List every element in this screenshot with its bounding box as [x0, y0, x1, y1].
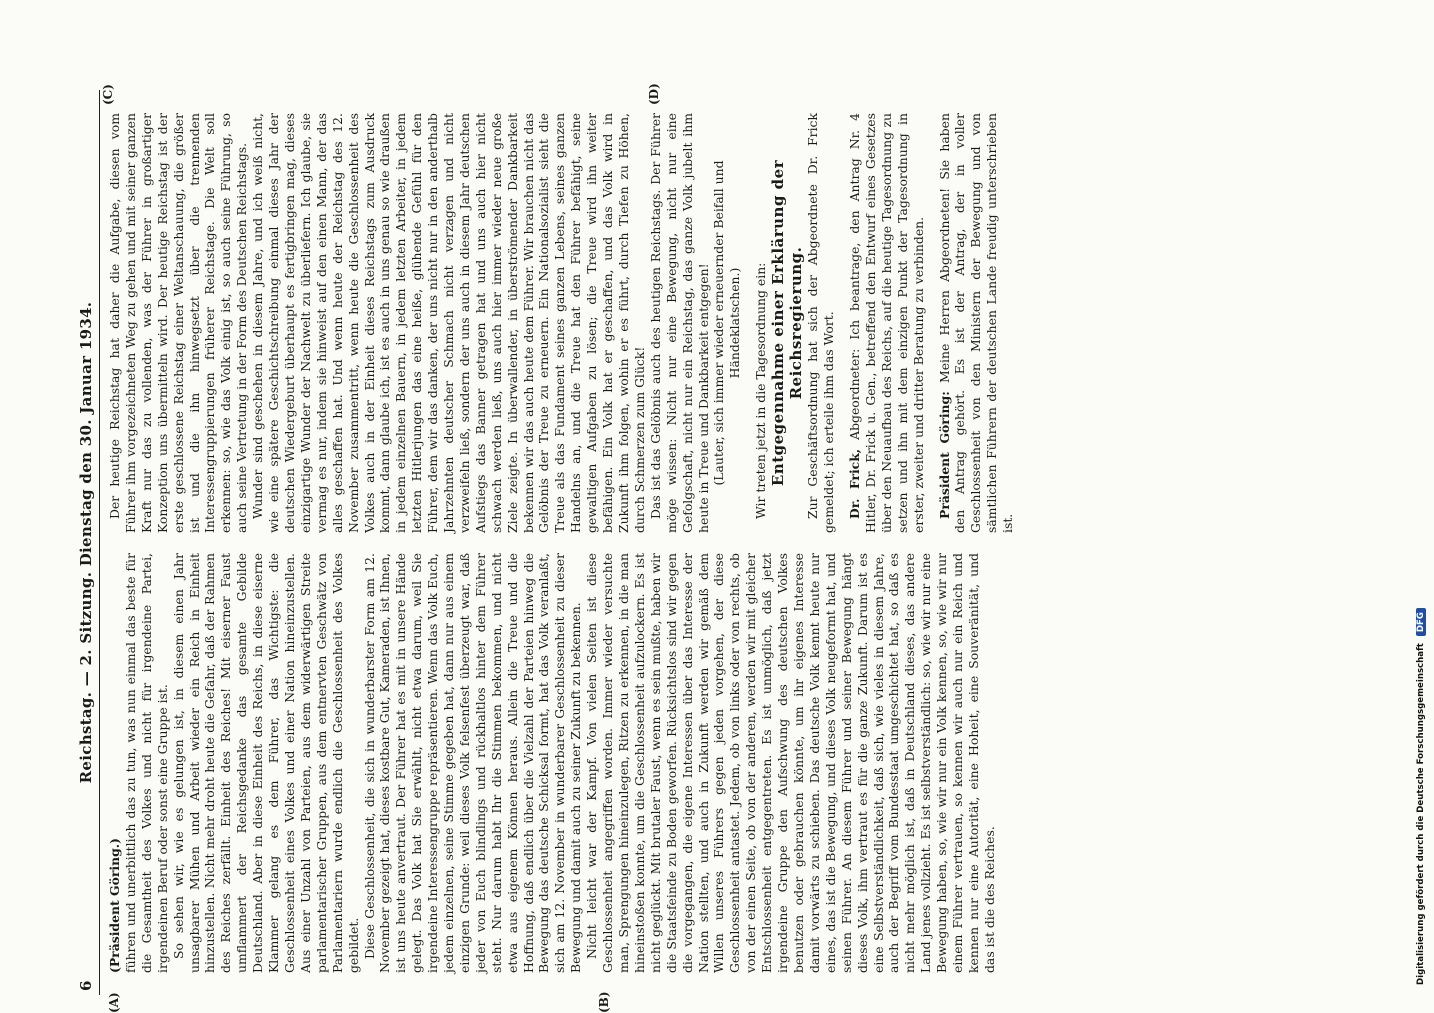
speech-president: [937, 113, 1017, 533]
right-column: [107, 113, 1016, 533]
speech-frick: [847, 113, 927, 533]
page-number: 6: [79, 981, 95, 991]
section-heading: Entgegennahme einer Erklärung der Reichsregierung.: [769, 113, 805, 533]
page-header: [77, 90, 100, 995]
rotated-document-page: [77, 90, 1287, 995]
dfg-logo: DFG: [1416, 608, 1426, 636]
speech-text: Abgeordneter: Ich beantrage, den Antrag Nr. 4 Hitler, Dr. Frick u. Gen., betreffend den Entwurf eines Gesetzes über den Neuaufbau des Reichs, auf die heutige Tagesordnung zu setzen und ihn mit dem einzigen Punkt der Tagesordnung in erster, zweiter und dritter Beratung zu verbinden.: [847, 113, 926, 533]
page-title: Reichstag. — 2. Sitzung. Dienstag den 30. Januar 1934.: [79, 90, 95, 995]
speaker-label: (Präsident Göring.): [107, 553, 123, 973]
margin-marker-b: (B): [597, 992, 613, 1013]
funding-note-text: Digitalisierung gefördert durch die Deutsche Forschungsgemeinschaft: [1416, 643, 1426, 985]
paragraph: Zur Geschäftsordnung hat sich der Abgeordnete Dr. Frick gemeldet; ich erteile ihm das Wort.: [805, 113, 837, 533]
margin-marker-a: (A): [107, 992, 123, 1013]
speaker-name-frick: Dr. Frick,: [847, 449, 862, 519]
paragraph: Der heutige Reichstag hat daher die Aufgabe, diesen vom Führer ihm vorgezeichneten Weg zu gehen und mit seiner ganzen Kraft nur das zu vollenden, was der Führer in großartiger Konzeption uns übermitteln wird. Der heutige Reichstag ist der erste geschlossene Reichstag einer Weltanschauung, die größer ist und die ihn hinwegsetzt über die trennenden Interessengruppierungen früherer Reichstage. Die Welt soll erkennen: so, wie das Volk einig ist, so auch seine Führung, so auch seine Vertretung in der Form des Deutschen Reichstags.: [107, 113, 250, 533]
paragraph: Das ist das Gelöbnis auch des heutigen Reichstags. Der Führer möge wissen: Nicht nur eine Bewegung, nicht nur eine Gefolgschaft, nicht nur ein Reichstag, das ganze Volk jubelt ihm heute in Treue und Dankbarkeit entgegen!: [648, 113, 712, 533]
paragraph: Nicht leicht war der Kampf. Von vielen Seiten ist diese Geschlossenheit angegriffen worden. Immer wieder versuchte man, Sprengungen hineinzulegen, Ritzen zu erkennen, in die man hineinstoßen konnte, um die Geschlossenheit aufzulockern. Es ist nicht geglückt. Mit brutaler Faust, wenn es sein mußte, haben wir die Staatsfeinde zu Boden geworfen. Rücksichtslos sind wir gegen die vorgegangen, die eigene Interessen über das Interesse der Nation stellten, und auch in Zukunft werden wir gemäß dem Willen unseres Führers gegen jeden vorgehen, der diese Geschlossenheit antastet. Jedem, ob von links oder von rechts, ob von der einen Seite, ob von der anderen, werden wir mit gleicher Entschlossenheit entgegentreten. Es ist unmöglich, daß jetzt irgendeine Gruppe den Aufschwung des deutschen Volkes benutzen oder gebrauchen könnte, um ihr eigenes Interesse damit vorwärts zu schieben. Das deutsche Volk kennt heute nur eines, das ist die Bewegung, und dieses Volk neugeformt hat, und seinen Führer. An diesem Führer und seiner Bewegung hängt dieses Volk, ihm vertraut es für die ganze Zukunft. Darum ist es eine Selbstverständlichkeit, daß sich, wie vieles in diesem Jahre, auch der Begriff vom Bundesstaat umgeschichtet hat, so daß es nicht mehr möglich ist, daß in Deutschland dieses, das andere Land jenes vollzieht. Es ist selbstverständlich: so, wie wir nur eine Bewegung haben, so, wie wir nur ein Volk kennen, so, wie wir nur einem Führer vertrauen, so kennen wir auch nur ein Reich und kennen nur eine Autorität, eine Hoheit, eine Souveränität, und das ist die des Reiches.: [584, 553, 998, 973]
paragraph: Diese Geschlossenheit, die sich in wunderbarster Form am 12. November gezeigt hat, dieses kostbare Gut, Kameraden, ist Ihnen, ist uns heute anvertraut. Der Führer hat es mit in unsere Hände gelegt. Das Volk hat Sie erwählt, nicht etwa darum, weil Sie irgendeine Interessengruppe repräsentieren. Wenn das Volk Euch, jedem einzelnen, seine Stimme gegeben hat, dann nur aus einem einzigen Grunde: weil dieses Volk felsenfest überzeugt war, daß jeder von Euch blindlings und rückhaltlos hinter dem Führer steht. Nur darum habt Ihr die Stimmen bekommen, und nicht etwa aus eigenem Können heraus. Allein die Treue und die Hoffnung, daß endlich über die Vielzahl der Parteien hinweg die Bewegung das deutsche Schicksal formt, hat das Volk veranlaßt, sich am 12. November in wunderbarer Geschlossenheit zu dieser Bewegung und damit auch zu seiner Zukunft zu bekennen.: [362, 553, 585, 973]
paragraph: führen und unerbittlich das zu tun, was nun einmal das beste für die Gesamtheit des Volkes und nicht für irgendeine Partei, irgendeinen Beruf oder sonst eine Gruppe ist.: [123, 553, 171, 973]
applause-note: (Lauter, sich immer wieder erneuernder Beifall und Händeklatschen.): [711, 113, 743, 533]
paragraph: So sehen wir, wie es gelungen ist, in diesem einen Jahr unsagbarer Mühen und Arbeit wieder ein Reich in Einheit hinzustellen. Nicht mehr droht heute die Gefahr, daß der Rahmen des Reiches zerfällt. Einheit des Reiches! Mit eiserner Faust umflammert der Reichsgedanke das gesamte Gebilde Deutschland. Aber in diese Einheit des Reichs, in diese eiserne Klammer gelang es dem Führer, das Wichtigste: die Geschlossenheit eines Volkes und einer Nation hineinzustellen. Aus einer Unzahl von Parteien, aus dem widerwärtigen Streite parlamentarischer Gruppen, aus dem entnervten Geschwätz von Parlamentariern wurde endlich die Geschlossenheit des Volkes gebildet.: [171, 553, 362, 973]
margin-marker-c: (C): [101, 84, 117, 105]
margin-marker-d: (D): [647, 83, 663, 105]
agenda-line: Wir treten jetzt in die Tagesordnung ein:: [753, 113, 769, 533]
speech-text: Meine Herren Abgeordneten! Sie haben den Antrag gehört. Es ist der Antrag, der in voller Geschlossenheit von den Ministern der Bewegung und von sämtlichen Führern der deutschen Lande freudig unterschrieben ist.: [937, 113, 1016, 533]
funding-note: [1416, 608, 1426, 985]
speaker-name-president: Präsident Göring:: [937, 391, 952, 519]
left-column: [107, 553, 998, 973]
paragraph: Wunder sind geschehen in diesem Jahre, und ich weiß nicht, wie eine spätere Geschichtschreibung einmal dieses Jahr der deutschen Wiedergeburt überhaupt es fertigbringen mag, dieses einzigartige Wunder der Nachwelt zu überliefern. Ich glaube, sie vermag es nur, indem sie hinweist auf den einen Mann, der das alles geschaffen hat. Und wenn heute der Reichstag des 12. November zusammentritt, wenn heute die Geschlossenheit des Volkes auch in der Einheit dieses Reichstags zum Ausdruck kommt, dann glaube ich, ist es auch in uns genau so wie draußen in jedem einzelnen Bauern, in jedem letzten Arbeiter, in jedem letzten Hitlerjungen das eine heiße, glühende Gefühl für den Führer, dem wir das danken, der uns nicht nur in den anderthalb Jahrzehnten deutscher Schmach nicht verzagen und nicht verzweifeln ließ, sondern der uns auch in diesem Jahr deutschen Aufstiegs das Banner getragen hat und uns auch hier nicht schwach werden ließ, uns auch hier immer wieder neue große Ziele zeigte. In überwallender, in überströmender Dankbarkeit bekennen wir das auch heute dem Führer. Wir brauchen nicht das Gelöbnis der Treue zu erneuern. Ein Nationalsozialist sieht die Treue als das Fundament seines ganzen Lebens, seines ganzen Handelns an, und die Treue hat den Führer befähigt, seine gewaltigen Aufgaben zu lösen; die Treue wird ihn weiter befähigen. Ein Volk hat er geschaffen, und das Volk wird in Zukunft ihm folgen, wohin er es führt, durch Tiefen zu Höhen, durch Schmerzen zum Glück!: [250, 113, 648, 533]
